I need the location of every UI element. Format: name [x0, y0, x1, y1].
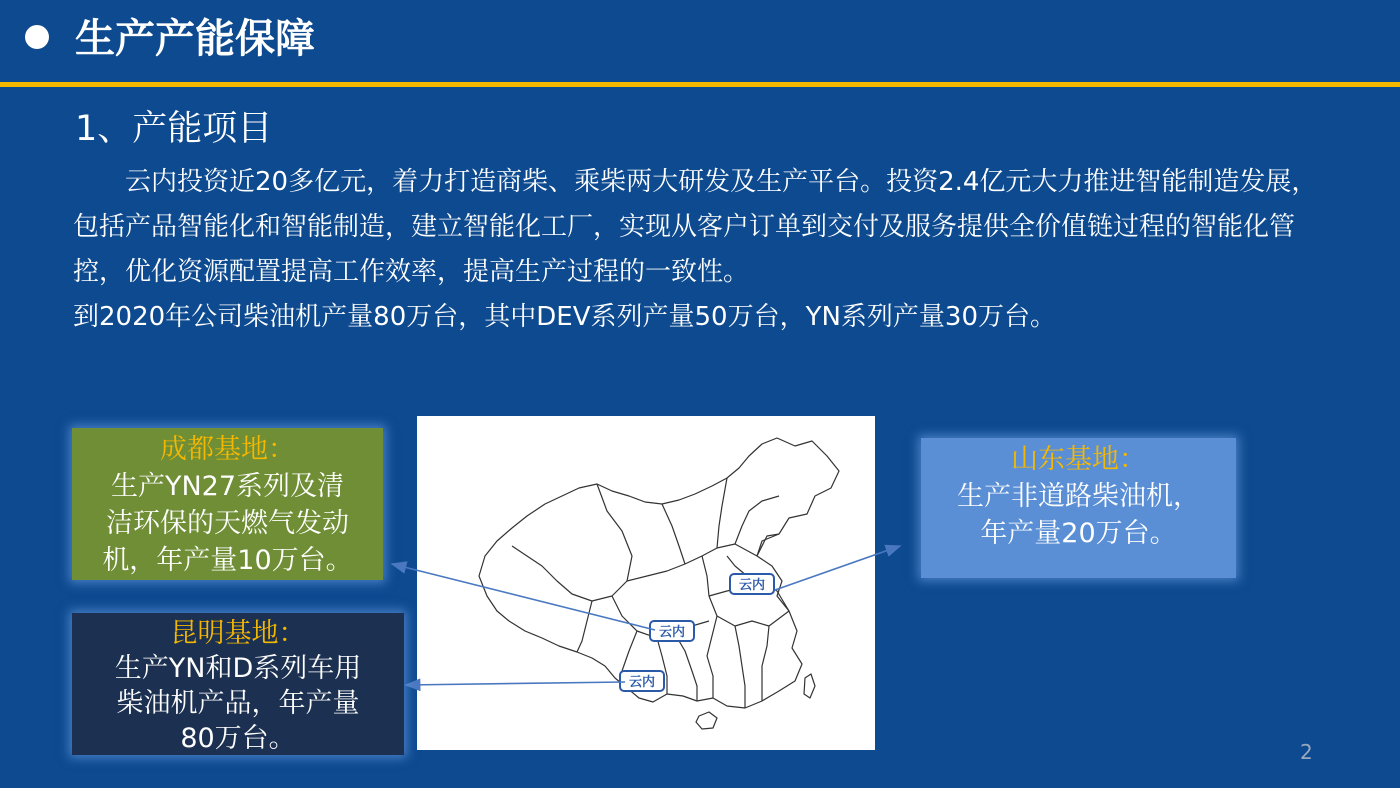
slide-title: 生产产能保障	[75, 16, 315, 62]
body-paragraph-1: 云内投资近20多亿元，着力打造商柴、乘柴两大研发及生产平台。投资2.4亿元大力推进智能制造发展，包括产品智能化和智能制造，建立智能化工厂，实现从客户订单到交付及服务提供全价值链过程的智能化管控，优化资源配置提高工作效率，提高生产过程的一致性。	[73, 167, 1318, 287]
body-paragraph-2: 到2020年公司柴油机产量80万台，其中DEV系列产量50万台，YN系列产量30万台。	[73, 302, 1056, 332]
shandong-base-line-2: 年产量20万台。	[980, 518, 1177, 549]
svg-text:云内: 云内	[658, 625, 686, 640]
chengdu-logo-icon	[650, 621, 694, 641]
chengdu-base-box	[72, 428, 383, 580]
map-logos	[417, 416, 875, 750]
chengdu-base-line-2: 洁环保的天燃气发动	[106, 508, 349, 539]
shandong-logo-icon	[730, 574, 774, 594]
kunming-logo-icon	[620, 671, 664, 691]
title-bullet-icon	[25, 25, 49, 49]
svg-text:云内: 云内	[738, 578, 766, 593]
kunming-base-box	[72, 613, 404, 755]
kunming-base-title: 昆明基地：	[170, 618, 306, 649]
kunming-base-line-3: 80万台。	[180, 723, 296, 754]
kunming-base-line-1: 生产YN和D系列车用	[114, 653, 362, 684]
chengdu-base-line-3: 机，年产量10万台。	[102, 545, 353, 576]
kunming-base-line-2: 柴油机产品，年产量	[116, 688, 360, 719]
chengdu-base-line-1: 生产YN27系列及清	[110, 471, 345, 502]
body-text	[73, 160, 1333, 340]
chengdu-base-title: 成都基地：	[160, 434, 295, 465]
china-map	[417, 416, 875, 750]
shandong-base-line-1: 生产非道路柴油机，	[957, 481, 1200, 512]
page-number: 2	[1300, 740, 1313, 764]
shandong-base-box	[921, 438, 1236, 578]
shandong-base-title: 山东基地：	[1011, 444, 1146, 475]
section-heading: 1、产能项目	[75, 109, 273, 149]
svg-text:云内: 云内	[628, 675, 656, 690]
title-divider	[0, 82, 1400, 87]
